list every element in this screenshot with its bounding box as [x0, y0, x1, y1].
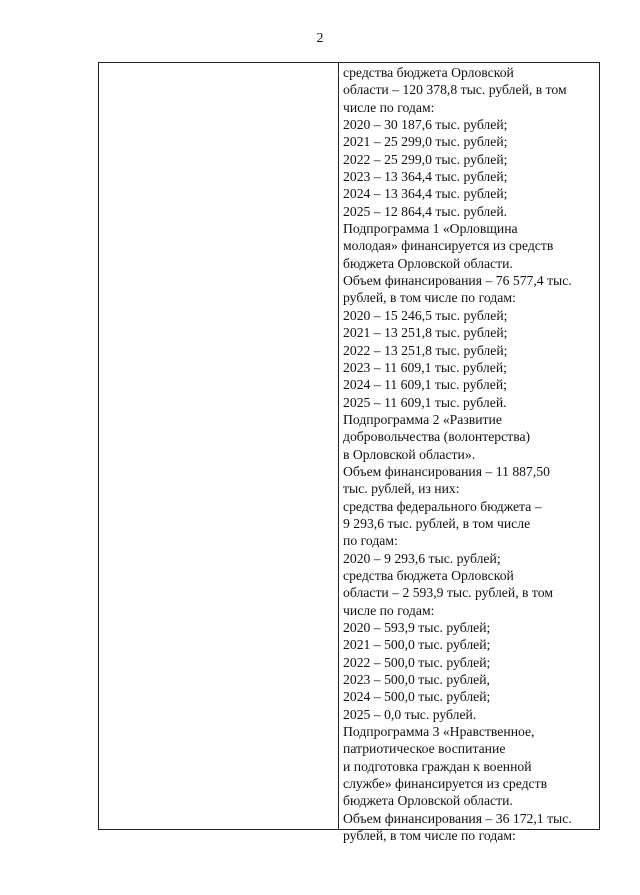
text-line: 2022 – 13 251,8 тыс. рублей; [343, 342, 508, 358]
text-line: 2020 – 30 187,6 тыс. рублей; [343, 117, 508, 133]
text-line: 2024 – 500,0 тыс. рублей; [343, 689, 491, 705]
text-line: 2020 – 593,9 тыс. рублей; [343, 620, 491, 635]
text-line: по годам: [343, 533, 398, 549]
text-line: бюджета Орловской области. [343, 255, 513, 271]
text-line: рублей, в том числе по годам: [343, 290, 516, 306]
text-line: Объем финансирования – 36 172,1 тыс. [343, 810, 572, 826]
text-line: средства федерального бюджета – [343, 498, 542, 514]
page-number: 2 [316, 31, 324, 46]
table-right-cell [343, 64, 597, 844]
text-line: молодая» финансируется из средств [343, 238, 554, 254]
text-line: числе по годам: [343, 99, 435, 115]
text-line: патриотическое воспитание [343, 741, 506, 757]
text-line: 2025 – 11 609,1 тыс. рублей. [343, 394, 507, 410]
table-left-cell [99, 63, 338, 829]
text-line: 2020 – 9 293,6 тыс. рублей; [343, 550, 501, 566]
text-line: Подпрограмма 2 «Развитие [343, 411, 502, 427]
text-line: и подготовка граждан к военной [343, 758, 532, 774]
text-line: 2021 – 500,0 тыс. рублей; [343, 637, 491, 653]
text-line: тыс. рублей, из них: [343, 481, 460, 497]
text-line: 2021 – 25 299,0 тыс. рублей; [343, 134, 508, 150]
text-line: 2024 – 13 364,4 тыс. рублей; [343, 186, 508, 202]
text-line: рублей, в том числе по годам: [343, 828, 516, 844]
text-line: 2025 – 0,0 тыс. рублей. [343, 706, 477, 722]
text-line: 2023 – 13 364,4 тыс. рублей; [343, 169, 508, 185]
text-line: 9 293,6 тыс. рублей, в том числе [343, 515, 531, 531]
table-column-divider [338, 63, 339, 829]
text-line: добровольчества (волонтерства) [343, 429, 531, 445]
text-line: Подпрограмма 1 «Орловщина [343, 221, 518, 237]
text-line: 2023 – 500,0 тыс. рублей, [343, 672, 490, 688]
text-line: 2021 – 13 251,8 тыс. рублей; [343, 325, 508, 341]
text-line: Подпрограмма 3 «Нравственное, [343, 724, 535, 740]
text-line: службе» финансируется из средств [343, 776, 548, 792]
text-line: 2022 – 500,0 тыс. рублей; [343, 654, 491, 670]
text-line: Объем финансирования – 76 577,4 тыс. [343, 273, 572, 289]
text-line: 2024 – 11 609,1 тыс. рублей; [343, 377, 507, 393]
text-line: 2023 – 11 609,1 тыс. рублей; [343, 359, 507, 375]
text-line: средства бюджета Орловской [343, 567, 514, 583]
text-line: 2025 – 12 864,4 тыс. рублей. [343, 203, 508, 219]
funding-table [98, 62, 600, 844]
text-line: области – 2 593,9 тыс. рублей, в том [343, 585, 553, 601]
text-line: числе по годам: [343, 602, 435, 618]
text-line: Объем финансирования – 11 887,50 [343, 463, 550, 479]
text-line: 2022 – 25 299,0 тыс. рублей; [343, 151, 508, 167]
text-line: бюджета Орловской области. [343, 793, 513, 809]
text-line: области – 120 378,8 тыс. рублей, в том [343, 82, 567, 98]
text-line: в Орловской области». [343, 446, 476, 462]
text-line: средства бюджета Орловской [343, 65, 514, 80]
text-line: 2020 – 15 246,5 тыс. рублей; [343, 307, 508, 323]
